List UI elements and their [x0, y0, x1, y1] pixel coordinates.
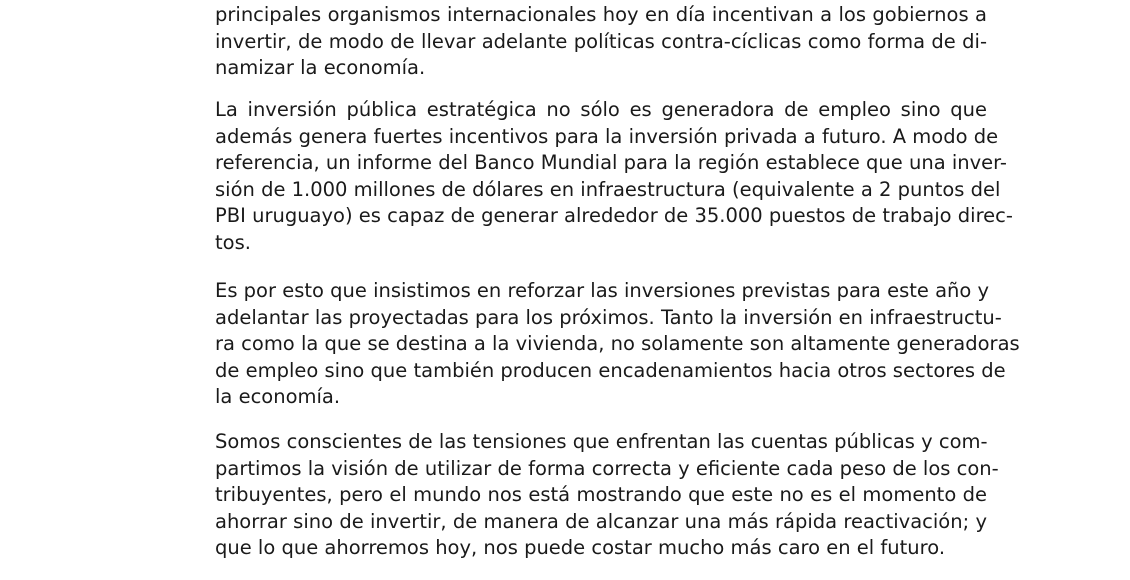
paragraph-line: además genera fuertes incentivos para la inversión privada a futuro. A modo de — [215, 124, 999, 148]
paragraph-line: Es por esto que insistimos en reforzar las inversiones previstas para este año y — [215, 279, 990, 302]
paragraph-line: partimos la visión de utilizar de forma correcta y eficiente cada peso de los con- — [215, 456, 999, 480]
paragraph-line: principales organismos internacionales hoy en día incentivan a los gobiernos a — [215, 3, 987, 26]
paragraph-organismos-internacionales — [215, 2, 987, 82]
paragraph-line: tribuyentes, pero el mundo nos está mostrando que este no es el momento de — [215, 483, 987, 507]
paragraph-line: tos. — [215, 230, 251, 254]
paragraph-reforzar-inversiones — [215, 278, 1020, 411]
paragraph-line: namizar la economía. — [215, 56, 426, 80]
paragraph-line: ra como la que se destina a la vivienda, no solamente son altamente generadoras — [215, 332, 1020, 356]
paragraph-inversion-publica — [215, 97, 1013, 257]
paragraph-line: La inversión pública estratégica no sólo es generadora de empleo sino que — [215, 98, 987, 121]
paragraph-line: la economía. — [215, 385, 341, 409]
paragraph-line: que lo que ahorremos hoy, nos puede costar mucho más caro en el futuro. — [215, 536, 946, 560]
paragraph-line: invertir, de modo de llevar adelante políticas contra-cíclicas como forma de di- — [215, 29, 987, 53]
paragraph-line: sión de 1.000 millones de dólares en infraestructura (equivalente a 2 puntos del — [215, 177, 1001, 201]
paragraph-line: PBI uruguayo) es capaz de generar alrededor de 35.000 puestos de trabajo direc- — [215, 204, 1013, 228]
paragraph-line: de empleo sino que también producen encadenamientos hacia otros sectores de — [215, 358, 1006, 382]
paragraph-cuentas-publicas — [215, 429, 999, 562]
paragraph-line: adelantar las proyectadas para los próximos. Tanto la inversión en infraestructu- — [215, 305, 1002, 329]
paragraph-line: ahorrar sino de invertir, de manera de alcanzar una más rápida reactivación; y — [215, 509, 987, 533]
paragraph-line: referencia, un informe del Banco Mundial para la región establece que una inver- — [215, 151, 1007, 175]
paragraph-line: Somos conscientes de las tensiones que enfrentan las cuentas públicas y com- — [215, 430, 988, 453]
